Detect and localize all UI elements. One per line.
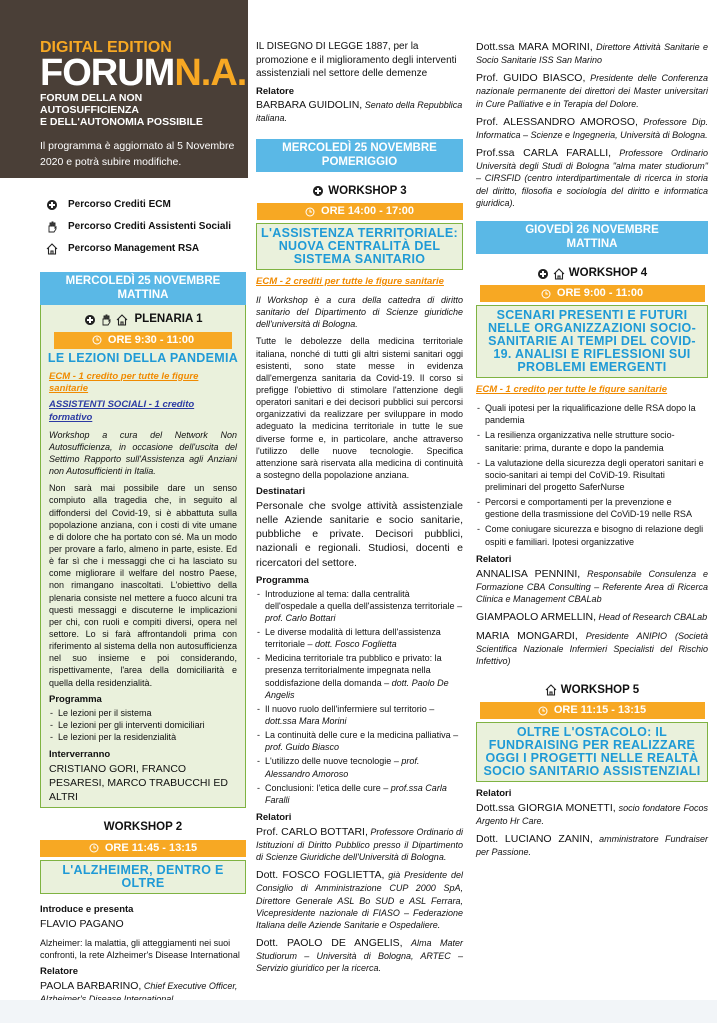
relatore-entry [476,832,708,858]
update-note-2: 2020 e potrà subire modifiche. [40,156,182,168]
relatore-entry [476,567,708,605]
plenaria-body: Non sarà mai possibile dare un senso compiuto alla tragedia che, in seguito al diffondersi del Covid-19, si è abbattuta sulla popolazione anziana, con i costi di vite umane e di dolore che ha portato con sé. Ma un modo per provare a farlo, almeno in parte, esiste. Ed è far sì che i messaggi che ci ha lasciato su come migliorare il welfare del nostro Paese, non rimangano inascoltati. L'obiettivo della plenaria consiste nel mettere a fuoco alcuni tra questi messaggi e discuterne le implicazioni per chi, con ruoli e compiti diversi, opera nel settore. Lo si farà affrontandoli prima con riferimento al sistema della non autosufficienza nel suo insieme e poi considerando, rispettivamente, l'area della domiciliarità e quella della residenzialità. [49,483,237,688]
ws4-subject-box [476,305,708,378]
relatore-role: Professore Dip. Informatica – Scienze e Ingegneria, Università di Bologna. [476,116,708,140]
relatore-entry [256,936,463,974]
prog-author: dott. Paolo De Angelis [265,677,449,700]
relatore-role: Alma Mater Studiorum – Università di Bologna, ARTEC – Servizio giuridico per la ricerca. [256,937,463,974]
relatore-entry [476,71,708,109]
clock-icon [538,706,548,716]
relatore-name: Dott. FOSCO FOGLIETTA, [256,869,385,882]
ws3-programma [256,588,463,806]
ws5-relatori [476,801,708,859]
relatore-role: Professore Ordinario Università degli Studi di Bologna "alma mater studiorum" – CIRSFID (centro interdipartimentale di ricerca in storia del diritto, filosofia e sociologia del diritto e informatica giuridica). [476,148,708,208]
ws3-relatori [256,825,463,975]
relatore-name: Prof.ssa CARLA FARALLI, [476,147,612,160]
legend-rsa: Percorso Management RSA [46,238,248,260]
social-credits: ASSISTENTI SOCIALI - 1 credito formativo [49,399,195,423]
list-item: - Le lezioni per il sistema [49,707,237,719]
home-icon [553,268,565,280]
prog-topic: Il nuovo ruolo dell'infermiere sul territorio [265,703,427,714]
list-item: - Quali ipotesi per la riqualificazione delle RSA dopo la pandemia [476,402,708,426]
brand-main: FORUM [40,52,175,94]
relatore-name: Prof. GUIDO BIASCO, [476,72,586,85]
brand-logo [40,52,247,94]
update-note-1: Il programma è aggiornato al 5 Novembre [40,140,235,152]
clock-icon [89,843,99,853]
day-header-thu-morning: GIOVEDÌ 26 NOVEMBRE MATTINA [476,221,708,254]
programma-label: Programma [49,693,102,705]
relatore-name: GIAMPAOLO ARMELLIN, [476,610,597,623]
prog-topic: Le diverse modalità di lettura dell'assistenza territoriale [265,626,441,650]
ws5-subject: OLTRE L'OSTACOLO: IL FUNDRAISING PER REALIZZARE OGGI I PROGETTI NELLE REALTÀ SOCIO SANITARIO ASSISTENZIALI [483,725,701,779]
prog-topic: Medicina territoriale tra pubblico e privato: la presenza territorialmente impegnata nella soddisfazione della domanda [265,653,442,688]
relatore-role: Professore Ordinario di Istituzioni di Diritto Pubblico presso il Dipartimento di Scienze Giuridiche dell'Università di Bologna. [256,826,463,863]
list-item: - Le lezioni per gli interventi domiciliari [49,719,237,731]
relatore-name: Dott. LUCIANO ZANIN, [476,833,593,846]
day-header-wed-morning: MERCOLEDÌ 25 NOVEMBRE MATTINA [40,272,246,305]
prog-author: dott.ssa Mara Morini [265,715,347,726]
ws2-title: WORKSHOP 2 [103,821,183,834]
prog-author: dott. Fosco Foglietta [315,639,397,650]
list-item: - Percorsi e comportamenti per la prevenzione e gestione della trasmissione del CoViD-19 nelle RSA [476,496,708,520]
relatore-entry [256,825,463,863]
list-item: - Medicina territoriale tra pubblico e privato: la presenza territorialmente impegnata nella soddisfazione della domanda – dott. Paolo De Angelis [256,652,463,701]
list-item: - La continuità delle cure e la medicina palliativa – prof. Guido Biasco [256,729,463,753]
home-icon [116,314,128,326]
ws4-time: ORE 9:00 - 11:00 [480,285,705,302]
relatore-name: Prof. CARLO BOTTARI, [256,825,368,838]
relatore-role: già Presidente del Consiglio di Amministrazione CUP 2000 SpA, Direttore Generale ASL Bo SUD e ASL Ferrara, Vicepresidente nazionale di FIASO – Federazione Italiana delle Aziende Sanitarie e Ospedaliere. [256,870,463,930]
ws4-topics [476,402,708,548]
relatore-name: Dott.ssa MARA MORINI, [476,41,593,53]
header-block [0,0,248,178]
ws3-time: ORE 14:00 - 17:00 [257,203,463,220]
medical-cross-icon [84,314,96,326]
relatore-entry [476,801,708,827]
digital-edition-label: DIGITAL EDITION [40,39,172,56]
clock-icon [305,207,315,217]
ecm-credits: ECM - 2 crediti per tutte le figure sanitarie [256,276,444,288]
ws2-intro-name: FLAVIO PAGANO [40,917,124,930]
ddl-text: IL DISEGNO DI LEGGE 1887, per la promozione e il miglioramento degli interventi assistenziali nel settore delle demenze [256,41,457,79]
relatore-role: Direttore Attività Sanitarie e Socio Sanitarie ISS San Marino [476,42,708,66]
day-header-wed-afternoon: MERCOLEDÌ 25 NOVEMBRE POMERIGGIO [256,139,463,172]
ws3-subject: L'ASSISTENZA TERRITORIALE: NUOVA CENTRALITÀ DEL SISTEMA SANITARIO [261,226,458,267]
medical-cross-icon [537,268,549,280]
relatore-name: MARIA MONGARDI, [476,630,578,643]
interv-label: Interverranno [49,748,111,760]
ws5-time: ORE 11:15 - 13:15 [480,702,705,719]
prog-topic: L'utilizzo delle nuove tecnologie [265,756,392,767]
plenaria-intro: Workshop a cura del Network Non Autosufficienza, in occasione dell'uscita del Settimo Rapporto sull'Assistenza agli Anziani non Autosufficienti in Italia. [49,429,237,477]
column-middle: IL DISEGNO DI LEGGE 1887, per la promozione e il miglioramento degli interventi assistenziali nel settore delle demenze Relatore BARBARA GUIDOLIN, Senato della Repubblica italiana. MERCOLEDÌ 25 NOVEMBRE POMERIGGIO WORKSHOP 3 ORE 14:00 - 17:00 L'ASSISTENZA TERRITORIALE: NUOVA CENTRALITÀ DEL SISTEMA SANITARIO ECM - 2 crediti per tutte le figure sanitarie Il Workshop è a cura della cattedra di diritto sanitario del Dipartimento di Scienze giuridiche dell'università di Bologna. Tutte le debolezze della medicina territoriale italiana, nonché di tutti gli altri sistemi sanitari oggi esistenti, sono state messe in evidenza dall'emergenza sanitaria da Covid-19. Il corso si prefigge l'obiettivo di stimolare l'attenzione degli operatori sanitari e dei decisori pubblici sui percorsi organizzativi da realizzare per sviluppare in modo adeguato la medicina territoriale in tutte le sue diverse forme e, in particolare, anche attraverso l'utilizzo delle nuove tecnologie. Specifica attenzione sarà riservata alla medicina di continuità a sostegno della popolazione anziana. Destinatari Personale che svolge attività assistenziale nelle Aziende sanitarie e socio sanitarie, pubbliche e private. Decisori pubblici, nazionali e regionali. Studiosi, docenti e ricercatori del settore. Programma - Introduzione al tema: dalla centralità dell'ospedale a quella dell'assistenza territoriale – prof. Carlo Bottari - Le diverse modalità di lettura dell'assistenza territoriale – dott. Fosco Foglietta - Medicina territoriale tra pubblico e privato: la presenza territorialmente impegnata nella soddisfazione della domanda – dott. Paolo De Angelis - Il nuovo ruolo dell'infermiere sul territorio – dott.ssa Mara Morini - La continuità delle cure e la medicina palliativa – prof. Guido Biasco - L'utilizzo delle nuove tecnologie – prof. Alessandro Amoroso - Conclusioni: l'etica delle cure – prof.ssa Carla Faralli Relatori Prof. CARLO BOTTARI, Professore Ordinario di Istituzioni di Diritto Pubblico presso il Dipartimento di Scienze Giuridiche dell'Università di Bologna. Dott. FOSCO FOGLIETTA, già Presidente del Consiglio di Amministrazione CUP 2000 SpA, Direttore Generale ASL Bo SUD e ASL Ferrara, Vicepresidente nazionale di FIASO – Federazione Italiana delle Aziende Sanitarie e Ospedaliere. Dott. PAOLO DE ANGELIS, Alma Mater Studiorum – Università di Bologna, ARTEC – Servizio giuridico per la ricerca. [256,0,463,979]
list-item: - Come coniugare sicurezza e bisogno di relazione degli ospiti e familiari. Ipotesi organizzative [476,523,708,547]
list-item: - Introduzione al tema: dalla centralità dell'ospedale a quella dell'assistenza territoriale – prof. Carlo Bottari [256,588,463,624]
relatore-entry [476,40,708,66]
ws5-title: WORKSHOP 5 [476,673,708,703]
ws2-rel-label: Relatore [40,966,79,978]
legend-social: Percorso Crediti Assistenti Sociali [46,216,248,238]
relatore-entry [476,610,708,624]
list-item: - Le lezioni per la residenzialità [49,731,237,743]
prog-author: prof.ssa Carla Faralli [265,782,447,805]
prog-author: prof. Alessandro Amoroso [265,756,420,779]
plenaria-programma [49,707,237,743]
prog-author: prof. Guido Biasco [265,742,340,753]
ws2-intro-label: Introduce e presenta [40,903,134,915]
prog-author: prof. Carlo Bottari [265,612,336,623]
forum-subtitle-1: FORUM DELLA NON AUTOSUFFICIENZA [40,92,143,116]
prog-topic: Introduzione al tema: dalla centralità dell'ospedale a quella dell'assistenza territoriale [265,588,455,611]
relatore-entry [476,146,708,209]
plenaria-title: PLENARIA 1 [41,305,245,332]
list-item: - Conclusioni: l'etica delle cure – prof.ssa Carla Faralli [256,782,463,806]
relatore-entry [256,868,463,931]
ecm-credits: ECM - 1 credito per tutte le figure sanitarie [49,370,199,395]
ws3-title: WORKSHOP 3 [256,172,463,204]
plenaria-box [40,305,246,808]
relatore-role: Presidente delle Conferenza nazionale permanente dei direttori dei Master universitari in Cure Palliative e in Terapia del Dolore. [476,73,708,109]
prog-topic: La continuità delle cure e la medicina palliativa [265,730,451,741]
list-item: - La resilienza organizzativa nelle strutture socio-sanitarie: prima, durante e dopo la pandemia [476,429,708,453]
relatore-role: socio fondatore Focos Argento Hr Care. [476,802,708,827]
home-icon [545,684,557,696]
relatore-name: ANNALISA PENNINI, [476,567,581,580]
column-right: Dott.ssa MARA MORINI, Direttore Attività Sanitarie e Socio Sanitarie ISS San Marino Prof. GUIDO BIASCO, Presidente delle Conferenza nazionale permanente dei direttori dei Master universitari in Cure Palliative e in Terapia del Dolore. Prof. ALESSANDRO AMOROSO, Professore Dip. Informatica – Scienze e Ingegneria, Università di Bologna. Prof.ssa CARLA FARALLI, Professore Ordinario Università degli Studi di Bologna "alma mater studiorum" – CIRSFID (centro interdipartimentale di ricerca in storia del diritto, filosofia e sociologia del diritto e informatica giuridica). GIOVEDÌ 26 NOVEMBRE MATTINA WORKSHOP 4 ORE 9:00 - 11:00 SCENARI PRESENTI E FUTURI NELLE ORGANIZZAZIONI SOCIO-SANITARIE AI TEMPI DEL COVID-19. ANALISI E RIFLESSIONI SUI PROBLEMI EMERGENTI ECM - 1 credito per tutte le figure sanitarie - Quali ipotesi per la riqualificazione delle RSA dopo la pandemia - La resilienza organizzativa nelle strutture socio-sanitarie: prima, durante e dopo la pandemia - La valutazione della sicurezza degli operatori sanitari e socio-sanitari ai tempi del CoViD-19. Risultati preliminari del progetto SaferNurse - Percorsi e comportamenti per la prevenzione e gestione della trasmissione del CoViD-19 nelle RSA - Come coniugare sicurezza e bisogno di relazione degli ospiti e familiari. Ipotesi organizzative Relatori ANNALISA PENNINI, Responsabile Consulenza e Formazione CBA Consulting – Referente Area di Ricerca Clinica e Management CBALab GIAMPAOLO ARMELLIN, Head of Research CBALab MARIA MONGARDI, Presidente ANIPIO (Società Scientifica Nazionale Infermieri Specialisti del Rischio Infettivo) WORKSHOP 5 ORE 11:15 - 13:15 OLTRE L'OSTACOLO: IL FUNDRAISING PER REALIZZARE OGGI I PROGETTI NELLE REALTÀ SOCIO SANITARIO ASSISTENZIALI Relatori Dott.ssa GIORGIA MONETTI, socio fondatore Focos Argento Hr Care. Dott. LUCIANO ZANIN, amministratore Fundraiser per Passione. [476,0,708,864]
relatore-role: amministratore Fundraiser per Passione. [476,834,708,858]
relatore-name: Dott.ssa GIORGIA MONETTI, [476,801,616,814]
relatore-role: Presidente ANIPIO (Società Scientifica Nazionale Infermieri Specialisti del Rischio Infettivo) [476,631,708,667]
interv-names: CRISTIANO GORI, FRANCO PESARESI, MARCO TRABUCCHI ED ALTRI [49,762,228,804]
ws2-subject: L'ALZHEIMER, DENTRO E OLTRE [62,862,224,890]
relatore-name: Prof. ALESSANDRO AMOROSO, [476,115,638,128]
ws5-subject-box [476,722,708,782]
list-item: - L'utilizzo delle nuove tecnologie – prof. Alessandro Amoroso [256,755,463,779]
prog-topic: Conclusioni: l'etica delle cure [265,782,381,793]
list-item: - Il nuovo ruolo dell'infermiere sul territorio – dott.ssa Mara Morini [256,703,463,727]
legend-ecm: Percorso Crediti ECM [46,194,248,216]
list-item: - Le diverse modalità di lettura dell'assistenza territoriale – dott. Fosco Foglietta [256,626,463,650]
plenaria-time: ORE 9:30 - 11:00 [54,332,232,349]
relatore-role: Head of Research CBALab [598,611,708,622]
list-item: - La valutazione della sicurezza degli operatori sanitari e socio-sanitari ai tempi del CoViD-19. Risultati preliminari del progetto SaferNurse [476,457,708,493]
clock-icon [92,335,102,345]
ws2-time: ORE 11:45 - 13:15 [40,840,246,857]
ws3-relatori-cont [476,40,708,209]
ws2-desc: Alzheimer: la malattia, gli atteggiamenti nei suoi confronti, la rete Alzheimer's Disease International [40,937,240,960]
footer-band [0,1000,717,1023]
relatore-role: Responsabile Consulenza e Formazione CBA Consulting – Referente Area di Ricerca Clinica e Management CBALab [476,568,708,604]
legend [0,178,248,260]
hand-icon [46,221,58,233]
ws4-relatori [476,567,708,668]
ecm-credits: ECM - 1 credito per tutte le figure sanitarie [476,384,668,396]
ws3-subject-box [256,223,463,270]
forum-subtitle-2: E DELL'AUTONOMIA POSSIBILE [40,116,203,128]
medical-cross-icon [312,185,324,197]
ws4-subject: SCENARI PRESENTI E FUTURI NELLE ORGANIZZAZIONI SOCIO-SANITARIE AI TEMPI DEL COVID-19. ANALISI E RIFLESSIONI SUI PROBLEMI EMERGENTI [487,308,697,375]
ws4-title: WORKSHOP 4 [476,254,708,286]
plenaria-subject: LE LEZIONI DELLA PANDEMIA [47,350,239,365]
brand-accent: N.A. [174,52,247,94]
hand-icon [100,314,112,326]
relatore-entry [476,115,708,141]
clock-icon [541,289,551,299]
ws2-subject-box [40,860,246,894]
medical-cross-icon [46,199,58,211]
relatore-name: Dott. PAOLO DE ANGELIS, [256,936,403,949]
column-left: DIGITAL EDITION FORUMN.A. FORUM DELLA NON AUTOSUFFICIENZA E DELL'AUTONOMIA POSSIBILE Il programma è aggiornato al 5 Novembre 2020 e potrà subire modifiche. Percorso Crediti ECM Percorso Crediti Assistenti Sociali Percorso Management RSA MERCOLEDÌ 25 NOVEMBRE MATTINA PLENARIA 1 ORE 9:30 - 11:00 LE LEZIONI DELLA PANDEMIA ECM - 1 credito per tutte le figure sanitarie ASSISTENTI SOCIALI - 1 credito formativo Workshop a cura del Network Non Autosufficienza, in occasione dell'uscita del Settimo Rapporto sull'Assistenza agli Anziani non Autosufficienti in Italia. Non sarà mai possibile dare un senso compiuto alla tragedia che, in seguito al diffondersi del Covid-19, si è abbattuta sulla popolazione anziana, con i costi di vite umane e di dolore che ha portato con sé. Ma un modo per provare a farlo, almeno in parte, esiste. Ed è far sì che i messaggi che ci ha lasciato su come migliorare il welfare del nostro Paese, non rimangano inascoltati. L'obiettivo della plenaria consiste nel mettere a fuoco alcuni tra questi messaggi e discuterne le implicazioni per chi, con ruoli e compiti diversi, opera nel settore. Lo si farà affrontandoli prima con riferimento al sistema della non autosufficienza nel suo insieme e poi considerando, rispettivamente, l'area della domiciliarità e quella della residenzialità. Programma - Le lezioni per il sistema - Le lezioni per gli interventi domiciliari - Le lezioni per la residenzialità Interverranno CRISTIANO GORI, FRANCO PESARESI, MARCO TRABUCCHI ED ALTRI WORKSHOP 2 ORE 11:45 - 13:15 L'ALZHEIMER, DENTRO E OLTRE Introduce e presenta FLAVIO PAGANO Alzheimer: la malattia, gli atteggiamenti nei suoi confronti, la rete Alzheimer's Disease International Relatore PAOLA BARBARINO, Chief Executive Officer, [0,0,248,1005]
relatore-entry [476,629,708,667]
home-icon [46,243,58,255]
